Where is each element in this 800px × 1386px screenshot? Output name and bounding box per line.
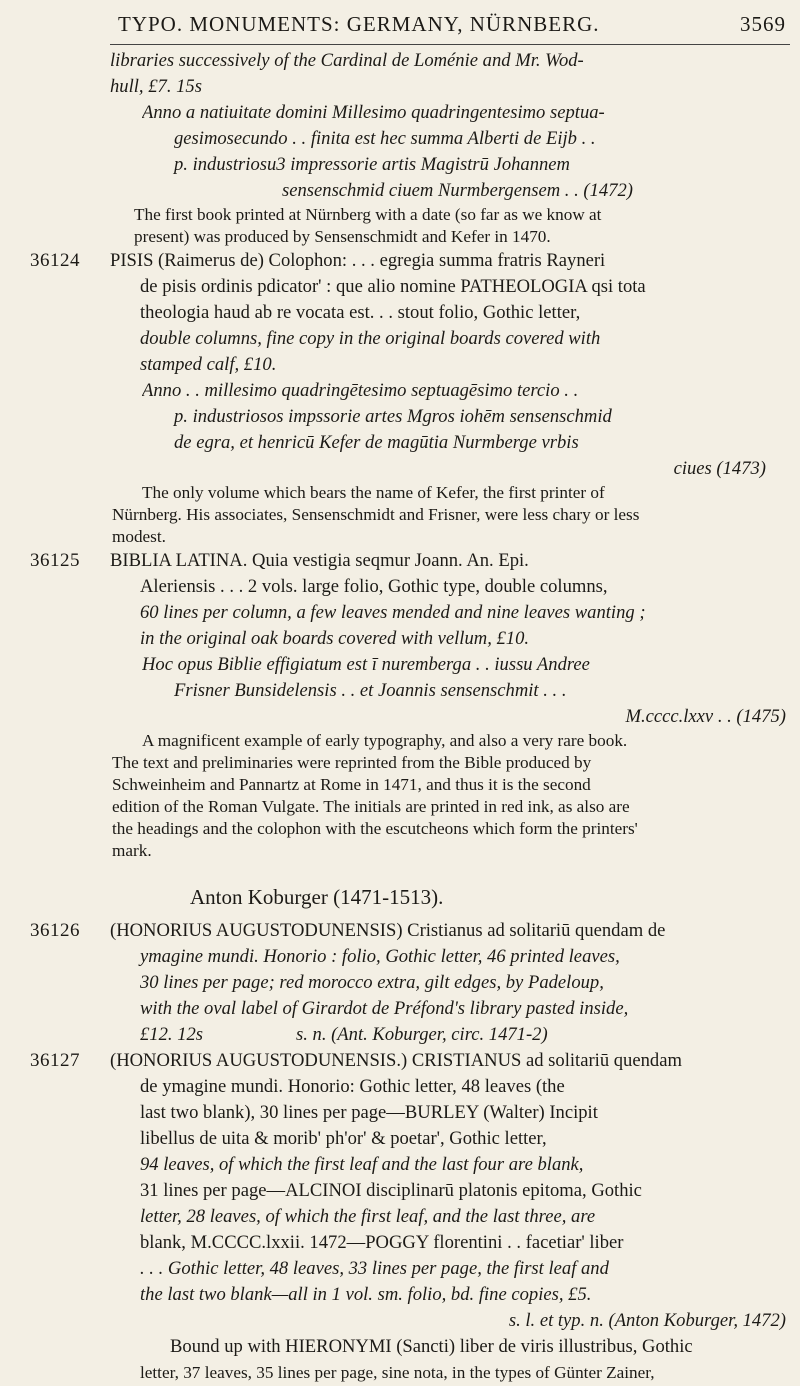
page-number: 3569	[740, 12, 786, 36]
lot-number: 36125	[30, 550, 80, 571]
note-line: present) was produced by Sensenschmidt and Kefer in 1470.	[134, 227, 551, 246]
note-line: The first book printed at Nürnberg with a date (so far as we know at	[134, 205, 602, 224]
note-line: Bound up with HIERONYMI (Sancti) liber de viris illustribus, Gothic	[170, 1336, 693, 1357]
colophon-line: gesimosecundo . . finita est hec summa Alberti de Eijb . .	[174, 128, 596, 149]
lot-number: 36124	[30, 250, 80, 271]
entry-line: BIBLIA LATINA. Quia vestigia seqmur Joann. An. Epi.	[110, 550, 529, 571]
colophon-line: p. industriosos impssorie artes Mgros iohēm sensenschmid	[174, 406, 612, 427]
entry-line: PISIS (Raimerus de) Colophon: . . . egregia summa fratris Rayneri	[110, 250, 606, 271]
entry-line: 94 leaves, of which the first leaf and the last four are blank,	[140, 1154, 584, 1175]
colophon-line: p. industriosu3 impressorie artis Magistrū Johannem	[174, 154, 570, 175]
colophon-line: Anno . . millesimo quadringētesimo septuagēsimo tercio . .	[142, 380, 579, 401]
catalogue-body	[0, 48, 800, 1386]
note-line: the headings and the colophon with the escutcheons which form the printers'	[112, 819, 638, 838]
colophon-line: sensenschmid ciuem Nurmbergensem . . (1472)	[282, 180, 633, 201]
entry-line: 30 lines per page; red morocco extra, gilt edges, by Padeloup,	[140, 972, 604, 993]
entry-line: letter, 28 leaves, of which the first leaf, and the last three, are	[140, 1206, 596, 1227]
note-line: Schweinheim and Pannartz at Rome in 1471, and thus it is the second	[112, 775, 591, 794]
entry-line: 60 lines per column, a few leaves mended and nine leaves wanting ;	[140, 602, 646, 623]
entry-line: (HONORIUS AUGUSTODUNENSIS.) CRISTIANUS ad solitariū quendam	[110, 1050, 682, 1071]
entry-line: ymagine mundi. Honorio : folio, Gothic letter, 46 printed leaves,	[140, 946, 620, 967]
catalogue-entry	[0, 1048, 800, 1386]
entry-line: . . . Gothic letter, 48 leaves, 33 lines per page, the first leaf and	[140, 1258, 609, 1279]
entry-line: de pisis ordinis pdicator' : que alio nomine PATHEOLOGIA qsi tota	[140, 276, 646, 297]
colophon-line: ciues (1473)	[673, 458, 766, 479]
note-line: edition of the Roman Vulgate. The initials are printed in red ink, as also are	[112, 797, 630, 816]
entry-line: Aleriensis . . . 2 vols. large folio, Gothic type, double columns,	[140, 576, 608, 597]
note-line: The text and preliminaries were reprinted from the Bible produced by	[112, 753, 592, 772]
entry-line: £12. 12s s. n. (Ant. Koburger, circ. 1471-2)	[140, 1024, 548, 1045]
entry-line: the last two blank—all in 1 vol. sm. folio, bd. fine copies, £5.	[140, 1284, 592, 1305]
entry-line: blank, M.CCCC.lxxii. 1472—POGGY florentini . . facetiar' liber	[140, 1232, 624, 1253]
entry-line: double columns, fine copy in the original boards covered with	[140, 328, 601, 349]
entry-line: in the original oak boards covered with vellum, £10.	[140, 628, 530, 649]
colophon-line: Hoc opus Biblie effigiatum est ī nuremberga . . iussu Andree	[142, 654, 590, 675]
entry-line: last two blank), 30 lines per page—BURLEY (Walter) Incipit	[140, 1102, 598, 1123]
colophon-line: de egra, et henricū Kefer de magūtia Nurmberge vrbis	[174, 432, 579, 453]
entry-line: stamped calf, £10.	[140, 354, 277, 375]
header-rule	[110, 44, 790, 45]
colophon-line: Frisner Bunsidelensis . . et Joannis sensenschmit . . .	[174, 680, 567, 701]
note-line: letter, 37 leaves, 35 lines per page, sine nota, in the types of Günter Zainer,	[140, 1363, 655, 1382]
catalogue-entry	[0, 248, 800, 548]
note-line: modest.	[112, 527, 166, 546]
catalogue-entry	[0, 548, 800, 862]
entry-line: de ymagine mundi. Honorio: Gothic letter, 48 leaves (the	[140, 1076, 565, 1097]
section-heading: Anton Koburger (1471-1513).	[190, 885, 444, 909]
running-header	[0, 6, 800, 42]
entry-line: s. l. et typ. n. (Anton Koburger, 1472)	[508, 1310, 786, 1331]
header-title: TYPO. MONUMENTS: GERMANY, NÜRNBERG.	[118, 12, 600, 36]
entry-line: with the oval label of Girardot de Préfond's library pasted inside,	[140, 998, 629, 1019]
entry-line: theologia haud ab re vocata est. . . stout folio, Gothic letter,	[140, 302, 581, 323]
colophon-line: Anno a natiuitate domini Millesimo quadringentesimo septua-	[142, 102, 605, 123]
entry-line: hull, £7. 15s	[110, 76, 202, 97]
colophon-line: M.cccc.lxxv . . (1475)	[625, 706, 786, 727]
entry-line: libellus de uita & morib' ph'or' & poetar', Gothic letter,	[140, 1128, 547, 1149]
note-line: A magnificent example of early typography, and also a very rare book.	[142, 731, 628, 750]
lot-number: 36126	[30, 920, 80, 941]
lot-number: 36127	[30, 1050, 80, 1071]
note-line: mark.	[112, 841, 152, 860]
entry-line: libraries successively of the Cardinal de Loménie and Mr. Wod-	[110, 50, 584, 71]
entry-line: (HONORIUS AUGUSTODUNENSIS) Cristianus ad solitariū quendam de	[110, 920, 666, 941]
entry-continuation	[0, 48, 800, 248]
entry-line: 31 lines per page—ALCINOI disciplinarū platonis epitoma, Gothic	[140, 1180, 642, 1201]
note-line: The only volume which bears the name of Kefer, the first printer of	[142, 483, 605, 502]
note-line: Nürnberg. His associates, Sensenschmidt and Frisner, were less chary or less	[112, 505, 640, 524]
catalogue-entry	[0, 918, 800, 1048]
